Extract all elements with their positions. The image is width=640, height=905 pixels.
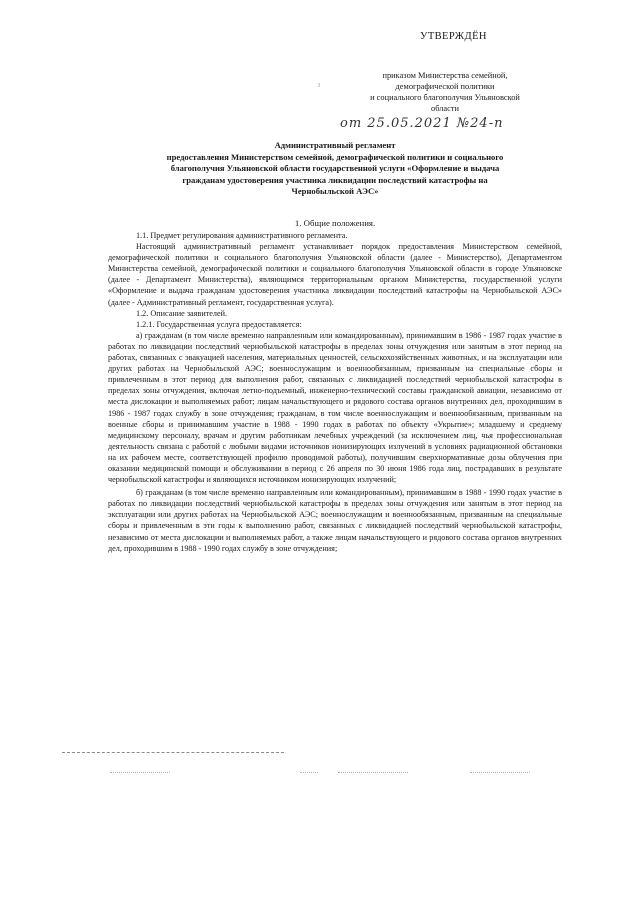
paragraph-regulation-scope: Настоящий административный регламент устанавливает порядок предоставления Министерством семейной, демографической политики и социального благополучия Ульяновской области (далее - Министерство), Департаментом Министерства семейной, демографической политики и социального благополучия Ульяновской области в городе Ульяновске (далее - Департамент Министерства), являющимся территориальным органом Министерства, государственной услуги «Оформление и выдача гражданам удостоверения участника ликвидации последствий катастрофы на Чернобыльской АЭС» (далее - Административный регламент, государственная услуга).: [108, 242, 562, 307]
approval-block: [330, 30, 560, 131]
approval-line: области: [431, 104, 459, 113]
approval-lines: [330, 70, 560, 114]
paragraph-1-1: 1.1. Предмет регулирования административного регламента.: [136, 231, 348, 240]
document-title: [105, 140, 565, 198]
paragraph-1-2: 1.2. Описание заявителей.: [136, 308, 228, 318]
title-line: предоставления Министерством семейной, демографической политики и социального: [166, 151, 504, 162]
title-line: Административный регламент: [274, 140, 396, 150]
handwritten-date-number: от 25.05.2021 №24-п: [340, 116, 504, 131]
paragraph-item-a: а) гражданам (в том числе временно направленным или командированным), принимавшим в 1986 - 1987 годах участие в работах по ликвидации последствий чернобыльской катастрофы в пределах зоны отчуждения или занятым в этот период на работах, связанных с эвакуацией населения, материальных ценностей, сельскохозяйственных животных, и на эксплуатации или других работах на Чернобыльской АЭС; военнослужащим и военнообязанным, призванным на специальные сборы и привлеченным в этот период для выполнения работ, связанных с ликвидацией последствий чернобыльской катастрофы в пределах зоны отчуждения, включая летно-подъемный, инженерно-технический составы гражданской авиации, независимо от места дислокации и выполняемых работ; лицам начальствующего и рядового состава органов внутренних дел, проходившим в 1986 - 1987 годах службу в зоне отчуждения; гражданам, в том числе военнослужащим и военнообязанным, призванным на военные сборы и принимавшим участие в 1988 - 1990 годах в работах по объекту «Укрытие»; младшему и среднему медицинскому персоналу, врачам и другим работникам лечебных учреждений (за исключением лиц, чья профессиональная деятельность связана с работой с любыми видами источников ионизирующих излучений в условиях радиационной обстановки на их рабочем месте, соответствующей профилю проводимой работы), получившим сверхнормативные дозы облучения при оказании медицинской помощи и обслуживании в период с 26 апреля по 30 июня 1986 года лиц, пострадавших в результате чернобыльской катастрофы и являющихся источником ионизирующих излучений;: [108, 330, 562, 485]
margin-mark: ˀ: [318, 82, 320, 91]
approval-line: и социального благополучия Ульяновской: [370, 93, 520, 102]
scan-artifact-dots: [470, 772, 530, 773]
paragraph-1-2-1: 1.2.1. Государственная услуга предоставляется:: [136, 319, 302, 329]
scan-artifact-dots: [110, 772, 170, 773]
title-line: благополучия Ульяновской области государственной услуги «Оформление и выдача: [170, 163, 500, 174]
scan-artifact-line: [62, 752, 284, 753]
title-line: Чернобыльской АЭС»: [291, 186, 379, 197]
document-body: [108, 230, 562, 554]
paragraph-item-b: б) гражданам (в том числе временно направленным или командированным), принимавшим в 1988 - 1990 годах участие в работах по ликвидации последствий чернобыльской катастрофы в пределах зоны отчуждения или занятым в этот период на эксплуатации или других работах на Чернобыльской АЭС; военнослужащим и военнообязанным, призванным на специальные сборы и привлеченным в эти годы к выполнению работ, связанных с ликвидацией последствий чернобыльской катастрофы, независимо от места дислокации и выполняемых работ, а также лицам начальствующего и рядового состава органов внутренних дел, проходившим в 1988 - 1990 годах службу в зоне отчуждения;: [108, 488, 562, 553]
approval-line: демографической политики: [395, 82, 495, 91]
approval-line: приказом Министерства семейной,: [382, 71, 508, 80]
section-heading: 1. Общие положения.: [294, 218, 376, 228]
title-line: гражданам удостоверения участника ликвидации последствий катастрофы на: [182, 174, 488, 185]
scan-artifact-dots: [300, 772, 318, 773]
approval-heading: УТВЕРЖДЁН: [420, 31, 487, 42]
scan-artifact-dots: [338, 772, 408, 773]
